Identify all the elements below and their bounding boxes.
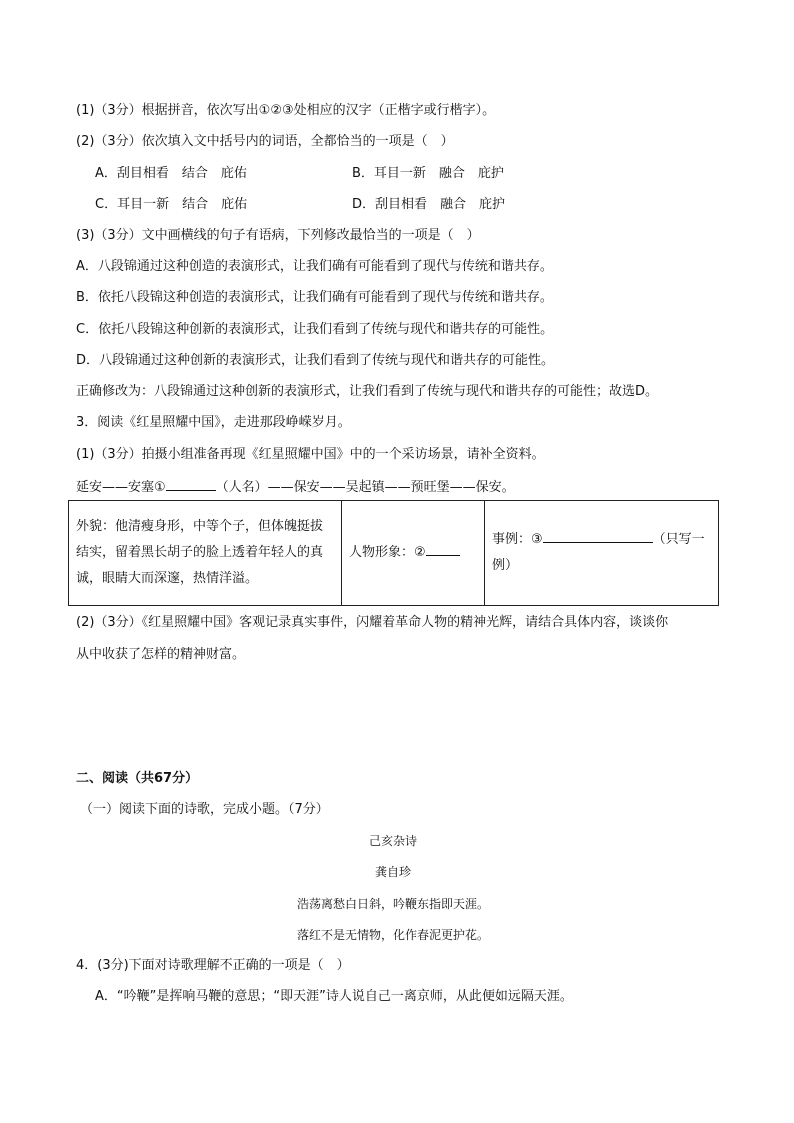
q3-route	[76, 476, 515, 498]
example-label: 事例：③	[492, 532, 543, 547]
q4-option-a: A．“吟鞭”是挥响马鞭的意思；“即天涯”诗人说自己一离京师，从此便如远隔天涯。	[95, 989, 573, 1004]
appearance-cell: 外貌：他清瘦身形，中等个子，但体魄挺拔结实，留着黑长胡子的脸上透着年轻人的真诚，眼睛大而深邃，热情洋溢。	[69, 501, 342, 606]
q2-sub3: (3)（3分）文中画横线的句子有语病，下列修改最恰当的一项是（ ）	[76, 228, 480, 243]
q2-sub2: (2)（3分）依次填入文中括号内的词语，全都恰当的一项是（ ）	[76, 134, 454, 149]
q2-sub1: (1)（3分）根据拼音，依次写出①②③处相应的汉字（正楷字或行楷字）。	[76, 103, 496, 118]
q2-option-d: D．刮目相看 融合 庇护	[352, 197, 506, 212]
q3-sub1: (1)（3分）拍摄小组准备再现《红星照耀中国》中的一个采访场景，请补全资料。	[76, 447, 545, 462]
image-label: 人物形象：②	[349, 545, 426, 560]
example-note: （只写一例）	[492, 532, 705, 573]
q2-sub3-option-a: A．八段锦通过这种创造的表演形式，让我们确有可能看到了现代与传统和谐共存。	[76, 259, 553, 274]
q3-sub2-line1: (2)（3分）《红星照耀中国》客观记录真实事件，闪耀着革命人物的精神光辉，请结合具体内容，谈谈你	[76, 615, 669, 630]
blank-1[interactable]	[166, 476, 216, 491]
q3-sub2-line2: 从中收获了怎样的精神财富。	[76, 647, 246, 662]
q2-sub3-option-b: B．依托八段锦这种创造的表演形式，让我们确有可能看到了现代与传统和谐共存。	[76, 290, 553, 305]
part-heading: （一）阅读下面的诗歌，完成小题。（7分）	[80, 802, 329, 817]
q2-option-c: C．耳目一新 结合 庇佑	[95, 197, 248, 212]
q2-answer: 正确修改为：八段锦通过这种创新的表演形式，让我们看到了传统与现代和谐共存的可能性；故选D。	[76, 384, 659, 399]
q2-option-a: A．刮目相看 结合 庇佑	[95, 166, 247, 181]
blank-3[interactable]	[543, 528, 653, 543]
image-cell	[342, 501, 485, 606]
poem-title: 己亥杂诗	[368, 834, 417, 848]
q3-title: 3．阅读《红星照耀中国》，走进那段峥嵘岁月。	[76, 415, 351, 430]
q2-sub3-option-c: C．依托八段锦这种创新的表演形式，让我们看到了传统与现代和谐共存的可能性。	[76, 322, 554, 337]
poem-line-2: 落红不是无情物，化作春泥更护花。	[296, 928, 489, 942]
q2-sub3-option-d: D．八段锦通过这种创新的表演形式，让我们看到了传统与现代和谐共存的可能性。	[76, 353, 555, 368]
character-info-table	[68, 500, 719, 606]
q3-route-end: （人名）——保安——吴起镇——预旺堡——保安。	[215, 480, 515, 495]
section-heading: 二、阅读（共67分）	[76, 771, 199, 786]
example-cell	[485, 501, 719, 606]
poem-line-1: 浩荡离愁白日斜，吟鞭东指即天涯。	[296, 897, 489, 911]
q3-route-start: 延安——安塞①	[76, 480, 166, 495]
q4-stem: 4．(3分)下面对诗歌理解不正确的一项是（ ）	[76, 958, 350, 973]
q2-option-b: B．耳目一新 融合 庇护	[352, 166, 504, 181]
poem-author: 龚自珍	[374, 865, 411, 879]
blank-2[interactable]	[426, 541, 460, 556]
